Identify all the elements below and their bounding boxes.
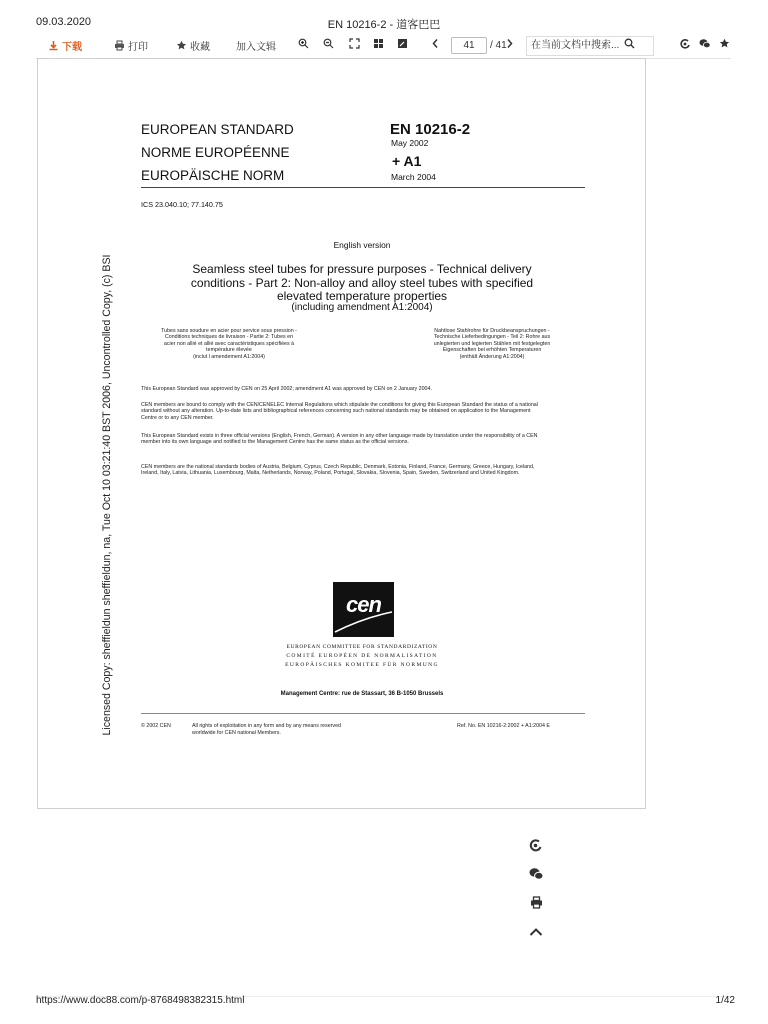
- download-label: 下载: [62, 42, 82, 53]
- print-title: EN 10216-2 - 道客巴巴: [327, 19, 441, 31]
- zoom-in-button[interactable]: [298, 38, 309, 49]
- doc-number: EN 10216-2: [390, 121, 471, 138]
- rights-line-2: worldwide for CEN national Members.: [192, 730, 281, 736]
- ics-code: ICS 23.040.10; 77.140.75: [141, 200, 223, 209]
- star-icon: [176, 40, 187, 51]
- title-french: [134, 328, 324, 360]
- doc-search-button[interactable]: [624, 38, 635, 49]
- floating-share-bar: [528, 830, 544, 946]
- zoom-in-icon: [298, 38, 309, 49]
- printer-icon: [114, 40, 125, 51]
- next-page-button[interactable]: [505, 38, 514, 49]
- share-qzone-button[interactable]: [719, 38, 730, 49]
- de-title-line: Nahtlose Stahlrohre für Druckbeanspruchungen -: [434, 328, 550, 334]
- committee-de: EUROPÄISCHES KOMITEE FÜR NORMUNG: [285, 662, 439, 668]
- approval-paragraph: This European Standard was approved by CEN on 25 April 2002; amendment A1 was approved by CEN on 2 January 2004.: [141, 386, 432, 392]
- favorite-button[interactable]: [176, 38, 210, 53]
- doc-toolbar: [36, 34, 731, 59]
- fr-title-line: température élevée: [206, 347, 252, 354]
- cen-logo-text: cen: [346, 592, 381, 617]
- float-print-button[interactable]: [528, 888, 544, 917]
- grid-icon: [373, 38, 384, 49]
- print-footer: [36, 995, 735, 1006]
- annotate-button[interactable]: [397, 38, 408, 49]
- header-de: EUROPÄISCHE NORM: [141, 168, 285, 183]
- committee-en: EUROPEAN COMMITTEE FOR STANDARDIZATION: [286, 644, 438, 650]
- de-title-line: (enthält Änderung A1:2004): [459, 353, 525, 360]
- print-label: 打印: [128, 42, 148, 53]
- de-title-line: Eigenschaften bei erhöhten Temperaturen: [442, 347, 542, 354]
- weibo-icon: [680, 38, 691, 49]
- management-centre: Management Centre: rue de Stassart, 36 B-1050 Brussels: [280, 691, 444, 697]
- header-en: EUROPEAN STANDARD: [141, 122, 294, 137]
- versions-paragraph: This European Standard exists in three official versions (English, French, German). A version in any other language made by translation under the responsibility of a CEN member into its own language and notified to the Management Centre has the same status as the official versions.: [141, 433, 538, 446]
- members-paragraph: CEN members are bound to comply with the CEN/CENELEC Internal Regulations which stipulate the conditions for giving this European Standard the status of a national standard without any alteration. Up-to-date lists and bibliographical references concerning such national standards may be obtained on application to the Management Centre or to any CEN member.: [141, 402, 538, 421]
- footer-page-count: 1/42: [715, 995, 735, 1006]
- license-stamp: Licensed Copy: sheffieldun sheffieldun, na, Tue Oct 10 03:21:40 BST 2006, Uncontrolled Copy, (c) BSI: [101, 254, 113, 736]
- reference-number: Ref. No. EN 10216-2:2002 + A1:2004 E: [457, 723, 550, 729]
- main-title-line-4: (including amendment A1:2004): [291, 302, 433, 313]
- fullscreen-button[interactable]: [349, 38, 360, 49]
- wechat-icon: [529, 867, 544, 881]
- prev-page-button[interactable]: [431, 38, 440, 49]
- amendment: + A1: [392, 153, 422, 169]
- zoom-out-icon: [323, 38, 334, 49]
- main-title-line-2: conditions - Part 2: Non-alloy and alloy steel tubes with specified: [190, 276, 534, 290]
- title-german: [392, 328, 592, 360]
- page-navigator: [451, 37, 507, 54]
- cen-logo-swoosh: [333, 582, 394, 637]
- de-title-line: Technische Lieferbedingungen - Teil 2: Rohre aus: [433, 334, 551, 341]
- add-to-library-label: 加入文辑: [236, 42, 276, 53]
- document-page: [37, 58, 646, 809]
- committee-fr: COMITÉ EUROPÉEN DE NORMALISATION: [286, 653, 438, 659]
- add-to-library-button[interactable]: [236, 38, 276, 53]
- fullscreen-icon: [349, 38, 360, 49]
- fr-title-line: (inclut l amendement A1:2004): [193, 353, 265, 360]
- doc-date: May 2002: [391, 138, 429, 148]
- doc-search-input[interactable]: 在当前文档中搜索...: [526, 36, 654, 56]
- copyright: © 2002 CEN: [141, 723, 171, 729]
- edit-icon: [397, 38, 408, 49]
- print-date: 09.03.2020: [36, 16, 92, 28]
- chevron-right-icon: [505, 38, 514, 49]
- fr-title-line: Conditions techniques de livraison - Partie 2: Tubes en: [164, 334, 294, 341]
- back-to-top-button[interactable]: [528, 917, 544, 946]
- weibo-icon: [529, 838, 543, 852]
- rights-line-1: All rights of exploitation in any form and by any means reserved: [192, 723, 341, 729]
- version-label: English version: [333, 240, 391, 250]
- page-total: / 41: [490, 40, 507, 51]
- header-fr: NORME EUROPÉENNE: [141, 145, 290, 160]
- download-button[interactable]: [48, 38, 82, 53]
- de-title-line: unlegierten und legierten Stählen mit festgelegten: [433, 340, 551, 347]
- fr-title-line: acier non allié et allié avec caractéristiques spécifiées à: [163, 340, 295, 347]
- printer-icon: [530, 896, 543, 909]
- header-rule: [141, 187, 585, 188]
- zoom-out-button[interactable]: [323, 38, 334, 49]
- fr-title-line: Tubes sans soudure en acier pour service sous pression -: [161, 328, 297, 334]
- favorite-label: 收藏: [190, 42, 210, 53]
- page-number-input[interactable]: 41: [451, 37, 487, 54]
- share-weibo-button[interactable]: [680, 38, 691, 49]
- main-title-line-3: elevated temperature properties: [276, 289, 448, 303]
- footer-url: https://www.doc88.com/p-8768498382315.html: [36, 995, 245, 1006]
- chevron-left-icon: [431, 38, 440, 49]
- float-weibo-button[interactable]: [528, 830, 544, 859]
- download-icon: [48, 40, 59, 51]
- amendment-date: March 2004: [391, 172, 436, 182]
- countries-paragraph: CEN members are the national standards bodies of Austria, Belgium, Cyprus, Czech Republic, Denmark, Estonia, Finland, France, Germany, Greece, Hungary, Iceland, Ireland, Italy, Latvia, Lithuania, Luxembourg, Malta, Netherlands, Norway, Poland, Portugal, Slovakia, Slovenia, Spain, Sweden, Switzerland and United Kingdom.: [141, 464, 535, 477]
- footer-rule: [141, 713, 585, 714]
- share-wechat-button[interactable]: [699, 38, 711, 49]
- cen-logo: [333, 582, 394, 637]
- chevron-up-icon: [529, 927, 543, 937]
- main-title-line-1: Seamless steel tubes for pressure purposes - Technical delivery: [192, 262, 532, 276]
- wechat-icon: [699, 38, 711, 49]
- float-wechat-button[interactable]: [528, 859, 544, 888]
- thumbnail-view-button[interactable]: [373, 38, 384, 49]
- search-icon: [624, 38, 635, 49]
- print-button[interactable]: [114, 38, 148, 53]
- qzone-icon: [719, 38, 730, 49]
